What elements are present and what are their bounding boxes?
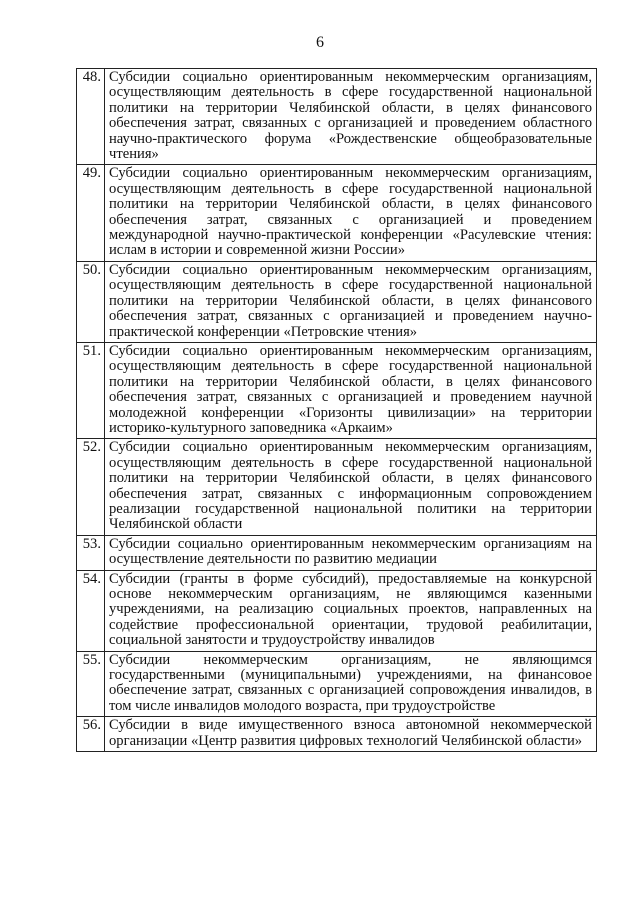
row-number: 55. xyxy=(77,651,105,717)
table-row xyxy=(77,717,597,752)
row-description: Субсидии социально ориентированным некоммерческим организациям, осуществляющим деятельность в сфере государственной национальной политики на территории Челябинской области, в целях финансового обеспечения затрат, связанных с организацией и проведением международной научно-практической конференции «Расулевские чтения: ислам в истории и современной жизни России» xyxy=(105,165,597,261)
row-number: 51. xyxy=(77,342,105,438)
row-number: 52. xyxy=(77,439,105,535)
table-row xyxy=(77,342,597,438)
row-number: 54. xyxy=(77,570,105,651)
row-description: Субсидии некоммерческим организациям, не являющимся государственными (муниципальными) учреждениями, на финансовое обеспечение затрат, связанных с организацией сопровождения инвалидов, в том числе инвалидов молодого возраста, при трудоустройстве xyxy=(105,651,597,717)
row-description: Субсидии в виде имущественного взноса автономной некоммерческой организации «Центр развития цифровых технологий Челябинской области» xyxy=(105,717,597,752)
row-description: Субсидии (гранты в форме субсидий), предоставляемые на конкурсной основе некоммерческим организациям, не являющимся казенными учреждениями, на реализацию социальных проектов, направленных на содействие профессиональной ориентации, трудовой реабилитации, социальной занятости и трудоустройству инвалидов xyxy=(105,570,597,651)
row-description: Субсидии социально ориентированным некоммерческим организациям на осуществление деятельности по развитию медиации xyxy=(105,535,597,570)
row-description: Субсидии социально ориентированным некоммерческим организациям, осуществляющим деятельность в сфере государственной национальной политики на территории Челябинской области, в целях финансового обеспечения затрат, связанных с организацией и проведением научно-практической конференции «Петровские чтения» xyxy=(105,261,597,342)
table-row xyxy=(77,439,597,535)
table-row xyxy=(77,535,597,570)
subsidies-table xyxy=(76,68,597,752)
row-description: Субсидии социально ориентированным некоммерческим организациям, осуществляющим деятельность в сфере государственной национальной политики на территории Челябинской области, в целях финансового обеспечения затрат, связанных с организацией и проведением научной молодежной конференции «Горизонты цивилизации» на территории историко-культурного заповедника «Аркаим» xyxy=(105,342,597,438)
table-row xyxy=(77,69,597,165)
row-number: 49. xyxy=(77,165,105,261)
row-description: Субсидии социально ориентированным некоммерческим организациям, осуществляющим деятельность в сфере государственной национальной политики на территории Челябинской области, в целях финансового обеспечения затрат, связанных с организацией и проведением областного научно-практического форума «Рождественские общеобразовательные чтения» xyxy=(105,69,597,165)
row-number: 53. xyxy=(77,535,105,570)
table-row xyxy=(77,165,597,261)
table-row xyxy=(77,651,597,717)
table-row xyxy=(77,570,597,651)
table-row xyxy=(77,261,597,342)
row-number: 48. xyxy=(77,69,105,165)
row-number: 50. xyxy=(77,261,105,342)
page-number: 6 xyxy=(316,34,324,51)
row-description: Субсидии социально ориентированным некоммерческим организациям, осуществляющим деятельность в сфере государственной национальной политики на территории Челябинской области, в целях финансового обеспечения затрат, связанных с информационным сопровождением реализации государственной национальной политики на территории Челябинской области xyxy=(105,439,597,535)
row-number: 56. xyxy=(77,717,105,752)
